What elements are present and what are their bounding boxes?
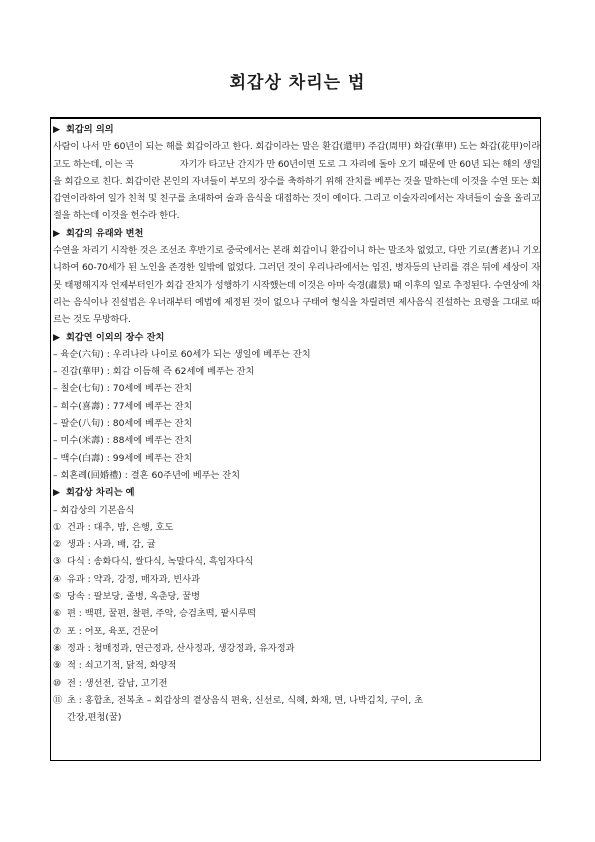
food-item-continuation: 간장,편청(꿀) [67, 712, 122, 724]
food-item: ⑨ 적 : 쇠고기적, 닭적, 화양적 [53, 660, 177, 672]
arrow-right-icon: ▶ [53, 124, 61, 135]
section-heading-label: 회갑의 의의 [66, 124, 114, 135]
arrow-right-icon: ▶ [53, 487, 61, 499]
section-heading-celebrations [53, 329, 540, 346]
list-item: – 육순(六旬) : 우리나라 나이로 60세가 되는 생일에 베푸는 잔치 [53, 348, 311, 360]
origin-paragraph: 수연을 차리기 시작한 것은 조선조 후반기로 중국에서는 본래 회갑이니 환갑이니 하는 말조차 없었고, 다만 기로(耆老)니 기오니하여 60-70세가 된 노인을 존경한 일밖에 없었다. 그러던 것이 우리나라에서는 임진, 병자등의 난리를 겪은 뒤에 세상이 자못 태평해지자 언제부터인가 회갑 잔치가 성행하기 시작했는데 이것은 아마 숙경(肅景) 때 이후의 일로 추정된다. 수연상에 차리는 음식이나 진설법은 우너래부터 예법에 제정된 것이 없으나 구태여 형식을 차릴려면 제사음식 진설하는 요령을 그대로 따르는 것도 무방하다. [53, 245, 540, 326]
meaning-text-a: 사람이 나서 만 60년이 되는 해를 회갑이라고 한다. 회갑이라는 말은 환갑(還甲) 주갑(周甲) 화갑(華甲) 도는 화갑(花甲)이라고도 하는데, 이는 곡 [53, 141, 540, 170]
food-item: ⑪ 초 : 홍합초, 전복초 – 회갑상의 곁상음식 편육, 신선로, 식혜, 화채, 면, 나박김치, 구이, 초 [53, 694, 423, 706]
food-item: ⑤ 당속 : 팔보당, 졸병, 옥춘당, 꿀병 [53, 591, 200, 603]
food-item: ⑩ 전 : 생선전, 갈납, 고기전 [53, 677, 168, 689]
section-heading-label: 회갑의 유래와 변천 [66, 227, 144, 239]
content-body [53, 121, 540, 726]
list-item: – 칠순(七旬) : 70세에 베푸는 잔치 [53, 383, 193, 395]
list-item: – 진갑(華甲) : 회갑 이듬해 즉 62세에 베푸는 잔치 [53, 366, 255, 378]
list-item: – 희수(喜壽) : 77세에 베푸는 잔치 [53, 400, 193, 412]
meaning-text-b: 자기가 타고난 간지가 만 60년이면 도로 그 자리에 돌아 오기 때문에 만 60년 되는 해의 생일을 회갑으로 친다. 회갑이란 본인의 자녀들이 부모의 장수를 축하하기 위해 잔치를 베푸는 것을 말하는데 이것을 수연 또는 회갑연이라하여 일가 친척 및 친구를 초대하여 술과 음식을 대접하는 것이 예이다. 그리고 이술자리에서는 자녀들이 술을 올리고 절을 하는데 이것을 헌수라 한다. [53, 158, 540, 222]
section-heading-label: 회갑상 차리는 예 [66, 487, 135, 499]
food-item: ④ 유과 : 약과, 강정, 매자과, 빈사과 [53, 573, 200, 585]
food-item: ② 생과 : 사과, 배, 감, 귤 [53, 539, 156, 551]
food-item: ⑥ 편 : 백편, 꿀편, 찰편, 주악, 승검초떡, 팥시루떡 [53, 608, 257, 620]
page-title: 회갑상 차리는 법 [229, 73, 366, 93]
food-subheading: – 회갑상의 기본음식 [53, 504, 135, 516]
arrow-right-icon: ▶ [53, 331, 61, 343]
list-item: – 백수(白壽) : 99세에 베푸는 잔치 [53, 452, 193, 464]
food-item: ⑧ 정과 : 청매정과, 연근정과, 산사정과, 생강정과, 유자정과 [53, 642, 295, 654]
list-item: – 미수(米壽) : 88세에 베푸는 잔치 [53, 435, 193, 447]
food-item: ① 건과 : 대추, 밤, 은행, 호도 [53, 521, 174, 533]
list-item: – 팔순(八旬) : 80세에 베푸는 잔치 [53, 418, 193, 430]
food-item: ⑦ 포 : 어포, 육포, 건문어 [53, 625, 159, 637]
list-item: – 회혼례(回婚禮) : 결혼 60주년에 베푸는 잔치 [53, 469, 241, 481]
arrow-right-icon: ▶ [53, 227, 61, 239]
meaning-paragraph [53, 138, 540, 224]
food-item: ③ 다식 : 송화다식, 쌀다식, 녹말다식, 흑임자다식 [53, 556, 254, 568]
section-heading-meaning [53, 121, 540, 138]
section-heading-label: 회갑연 이외의 장수 잔치 [66, 331, 165, 343]
section-heading-origin [53, 225, 540, 242]
section-heading-table-setting [53, 484, 540, 501]
